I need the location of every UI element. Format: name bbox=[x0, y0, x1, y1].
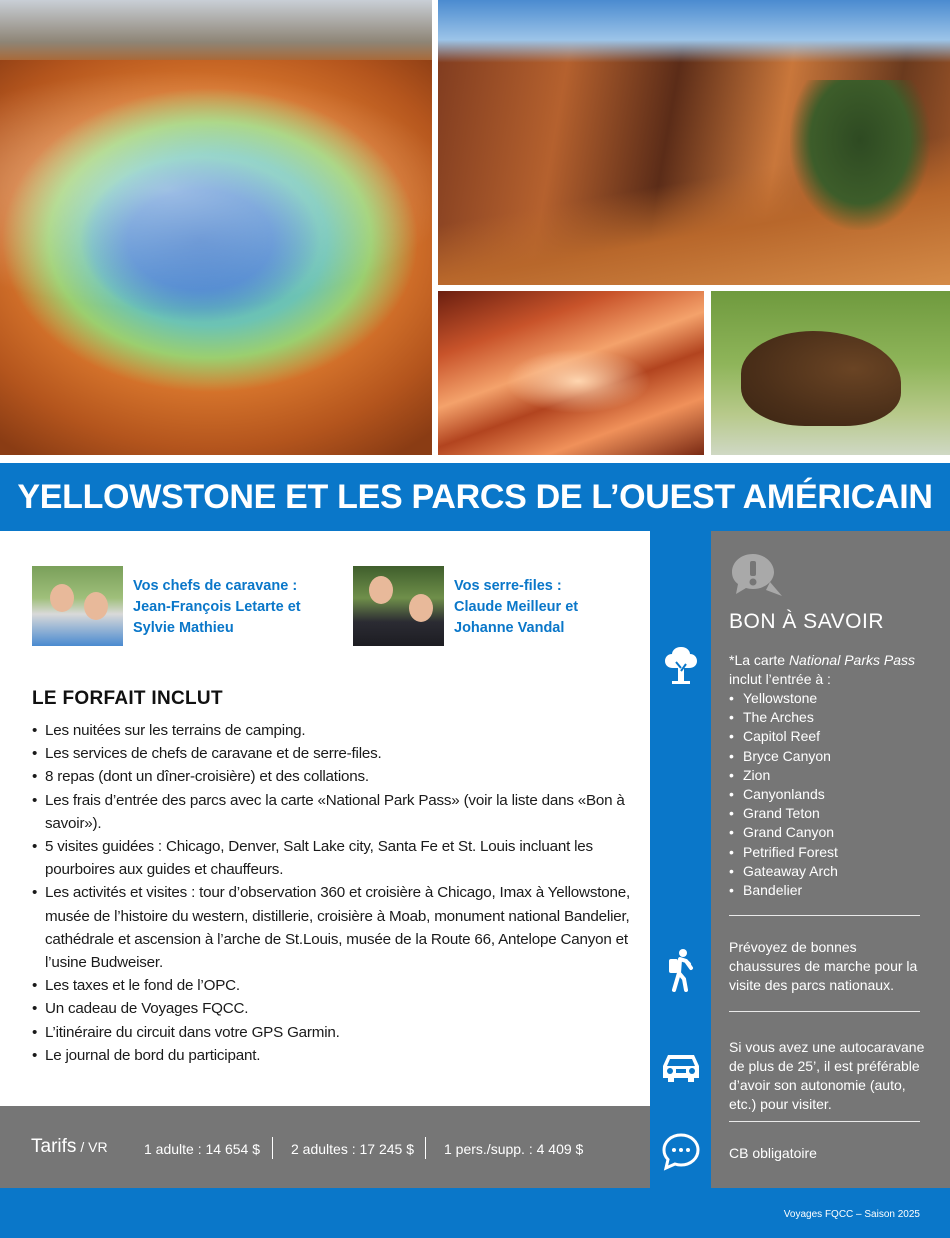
chefs-de-caravane-photo bbox=[32, 566, 123, 646]
list-item: • Petrified Forest bbox=[729, 843, 838, 862]
car-icon bbox=[659, 1046, 703, 1090]
parks-list bbox=[729, 689, 838, 900]
grand-prismatic-spring-photo bbox=[0, 0, 432, 455]
list-item: • Les activités et visites : tour d’observation 360 et croisière à Chicago, Imax à Yellowstone, musée de l’histoire du western, distillerie, croisière à Moab, monument national Bandelier, cathédrale et ascension à l’arche de St.Louis, musée de la Route 66, Antelope Canyon et l’usine Budweiser. bbox=[32, 881, 632, 974]
divider bbox=[729, 1121, 920, 1122]
chefs-de-caravane-text: Vos chefs de caravane : Jean-François Letarte et Sylvie Mathieu bbox=[133, 578, 301, 636]
tarifs-label: Tarifs / VR bbox=[31, 1136, 108, 1157]
bison-photo bbox=[711, 291, 950, 455]
bon-a-savoir-heading: BON À SAVOIR bbox=[729, 610, 884, 633]
price-2-adultes: 2 adultes : 17 245 $ bbox=[291, 1141, 414, 1157]
list-item: • 8 repas (dont un dîner-croisière) et des collations. bbox=[32, 765, 632, 788]
list-item: • Le journal de bord du participant. bbox=[32, 1044, 632, 1067]
footer bbox=[0, 1188, 950, 1238]
zion-canyon-photo bbox=[438, 0, 950, 285]
list-item: • The Arches bbox=[729, 708, 838, 727]
pass-name: National Parks Pass bbox=[788, 652, 915, 668]
footer-credit: Voyages FQCC – Saison 2025 bbox=[783, 1209, 920, 1220]
note-motorhome: Si vous avez une autocaravane de plus de 25’, il est préférable d’avoir son autonomie (auto, etc.) pour visiter. bbox=[729, 1039, 925, 1112]
note-shoes: Prévoyez de bonnes chaussures de marche pour la visite des parcs nationaux. bbox=[729, 939, 918, 993]
divider bbox=[729, 915, 920, 916]
list-item: • Bryce Canyon bbox=[729, 747, 838, 766]
title-band bbox=[0, 463, 950, 531]
bon-a-savoir-panel bbox=[711, 531, 950, 1188]
list-item: • Gateaway Arch bbox=[729, 862, 838, 881]
page-title: YELLOWSTONE ET LES PARCS DE L’OUEST AMÉRICAIN bbox=[17, 477, 933, 516]
list-item: • Yellowstone bbox=[729, 689, 838, 708]
list-item: • Un cadeau de Voyages FQCC. bbox=[32, 997, 632, 1020]
list-item: • Les nuitées sur les terrains de camping. bbox=[32, 719, 632, 742]
exclamation-bubble-icon bbox=[729, 552, 781, 598]
list-item: • Les services de chefs de caravane et de serre-files. bbox=[32, 742, 632, 765]
list-item: • Bandelier bbox=[729, 881, 838, 900]
serre-files-text: Vos serre-files : Claude Meilleur et Johanne Vandal bbox=[454, 578, 579, 636]
list-item: • 5 visites guidées : Chicago, Denver, Salt Lake city, Santa Fe et St. Louis incluant les pourboires aux guides et chauffeurs. bbox=[32, 835, 632, 881]
forfait-heading: LE FORFAIT INCLUT bbox=[32, 688, 223, 709]
price-separator bbox=[425, 1137, 426, 1159]
price-pers-supp: 1 pers./supp. : 4 409 $ bbox=[444, 1141, 584, 1157]
chat-bubble-icon bbox=[659, 1130, 703, 1174]
tree-icon bbox=[659, 643, 703, 687]
note-cb: CB obligatoire bbox=[729, 1145, 817, 1161]
list-item: • Capitol Reef bbox=[729, 727, 838, 746]
list-item: • Grand Canyon bbox=[729, 823, 838, 842]
list-item: • Grand Teton bbox=[729, 804, 838, 823]
list-item: • Zion bbox=[729, 766, 838, 785]
antelope-canyon-photo bbox=[438, 291, 704, 455]
price-1-adulte: 1 adulte : 14 654 $ bbox=[144, 1141, 260, 1157]
icon-column bbox=[650, 531, 711, 1188]
list-item: • Les taxes et le fond de l’OPC. bbox=[32, 974, 632, 997]
pass-intro: *La carte National Parks Pass inclut l’entrée à : bbox=[729, 652, 915, 687]
hiker-icon bbox=[659, 948, 703, 992]
list-item: • Canyonlands bbox=[729, 785, 838, 804]
serre-files-photo bbox=[353, 566, 444, 646]
divider bbox=[729, 1011, 920, 1012]
list-item: • L’itinéraire du circuit dans votre GPS Garmin. bbox=[32, 1021, 632, 1044]
list-item: • Les frais d’entrée des parcs avec la carte «National Park Pass» (voir la liste dans «Bon à savoir»). bbox=[32, 789, 632, 835]
forfait-list bbox=[32, 719, 632, 1067]
price-separator bbox=[272, 1137, 273, 1159]
